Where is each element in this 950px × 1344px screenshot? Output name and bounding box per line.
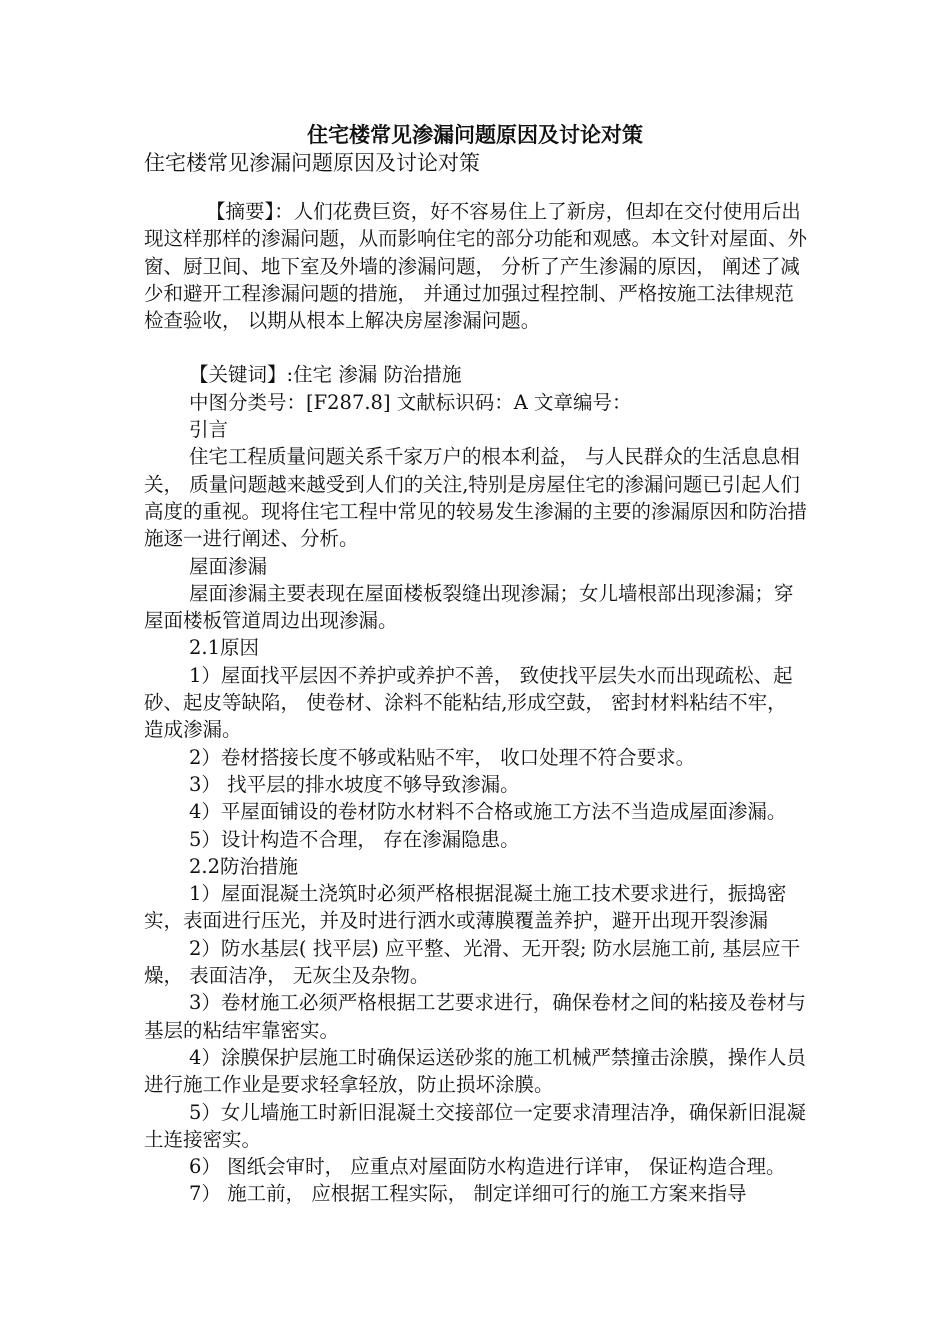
keywords-line: 【关键词】:住宅 渗漏 防治措施 bbox=[189, 363, 462, 387]
intro-paragraph: 住宅工程质量问题关系千家万户的根本利益， 与人民群众的生活息息相关， 质量问题越来越受到人们的关注,特别是房屋住宅的渗漏问题已引起人们高度的重视。现将住宅工程中常见的较易发生渗漏的主要的渗漏原因和防治措施逐一进行阐述、分析。 bbox=[144, 445, 808, 551]
measure-item: 6） 图纸会审时， 应重点对屋面防水构造进行详审， 保证构造合理。 bbox=[189, 1155, 786, 1179]
cause-item: 5）设计构造不合理， 存在渗漏隐患。 bbox=[189, 827, 520, 851]
measure-item: 5）女儿墙施工时新旧混凝土交接部位一定要求清理洁净，确保新旧混凝土连接密实。 bbox=[144, 1100, 806, 1151]
measure-item: 2）防水基层( 找平层) 应平整、光滑、无开裂; 防水层施工前, 基层应干燥， 表面洁净， 无灰尘及杂物。 bbox=[144, 936, 801, 988]
measure-item: 3）卷材施工必须严格根据工艺要求进行，确保卷材之间的粘接及卷材与基层的粘结牢靠密实。 bbox=[144, 991, 806, 1042]
cause-item: 1）屋面找平层因不养护或养护不善， 致使找平层失水而出现疏松、起砂、起皮等缺陷， 使卷材、涂料不能粘结,形成空鼓， 密封材料粘结不牢， 造成渗漏。 bbox=[144, 663, 793, 742]
measure-heading: 2.2防治措施 bbox=[189, 854, 299, 878]
cause-item: 4）平屋面铺设的卷材防水材料不合格或施工方法不当造成屋面渗漏。 bbox=[189, 800, 787, 824]
intro-heading: 引言 bbox=[189, 418, 229, 442]
classification-line: 中图分类号：[F287.8] 文献标识码：A 文章编号： bbox=[189, 390, 632, 414]
measure-item: 7） 施工前， 应根据工程实际， 制定详细可行的施工方案来指导 bbox=[189, 1182, 747, 1206]
measure-item: 1）屋面混凝土浇筑时必须严格根据混凝土施工技术要求进行，振捣密实，表面进行压光，并及时进行洒水或薄膜覆盖养护，避开出现开裂渗漏 bbox=[144, 882, 787, 933]
roof-heading: 屋面渗漏 bbox=[189, 554, 268, 578]
paragraph-gap bbox=[144, 334, 808, 361]
roof-intro-paragraph: 屋面渗漏主要表现在屋面楼板裂缝出现渗漏；女儿墙根部出现渗漏；穿屋面楼板管道周边出现渗漏。 bbox=[144, 581, 794, 633]
cause-heading: 2.1原因 bbox=[189, 636, 260, 660]
cause-item: 2）卷材搭接长度不够或粘贴不牢， 收口处理不符合要求。 bbox=[189, 745, 696, 769]
document-title: 住宅楼常见渗漏问题原因及讨论对策 bbox=[307, 122, 643, 147]
cause-item: 3） 找平层的排水坡度不够导致渗漏。 bbox=[189, 772, 520, 796]
document-body bbox=[144, 198, 808, 1208]
measure-item: 4）涂膜保护层施工时确保运送砂浆的施工机械严禁撞击涂膜，操作人员进行施工作业是要求轻拿轻放，防止损坏涂膜。 bbox=[144, 1045, 806, 1097]
abstract-paragraph: 【摘要】：人们花费巨资，好不容易住上了新房，但却在交付使用后出现这样那样的渗漏问题，从而影响住宅的部分功能和观感。本文针对屋面、外窗、厨卫间、地下室及外墙的渗漏问题， 分析了产生渗漏的原因， 阐述了减少和避开工程渗漏问题的措施， 并通过加强过程控制、严格按施工法律规范检查验收， 以期从根本上解决房屋渗漏问题。 bbox=[144, 200, 808, 333]
document-subtitle: 住宅楼常见渗漏问题原因及讨论对策 bbox=[144, 151, 480, 175]
